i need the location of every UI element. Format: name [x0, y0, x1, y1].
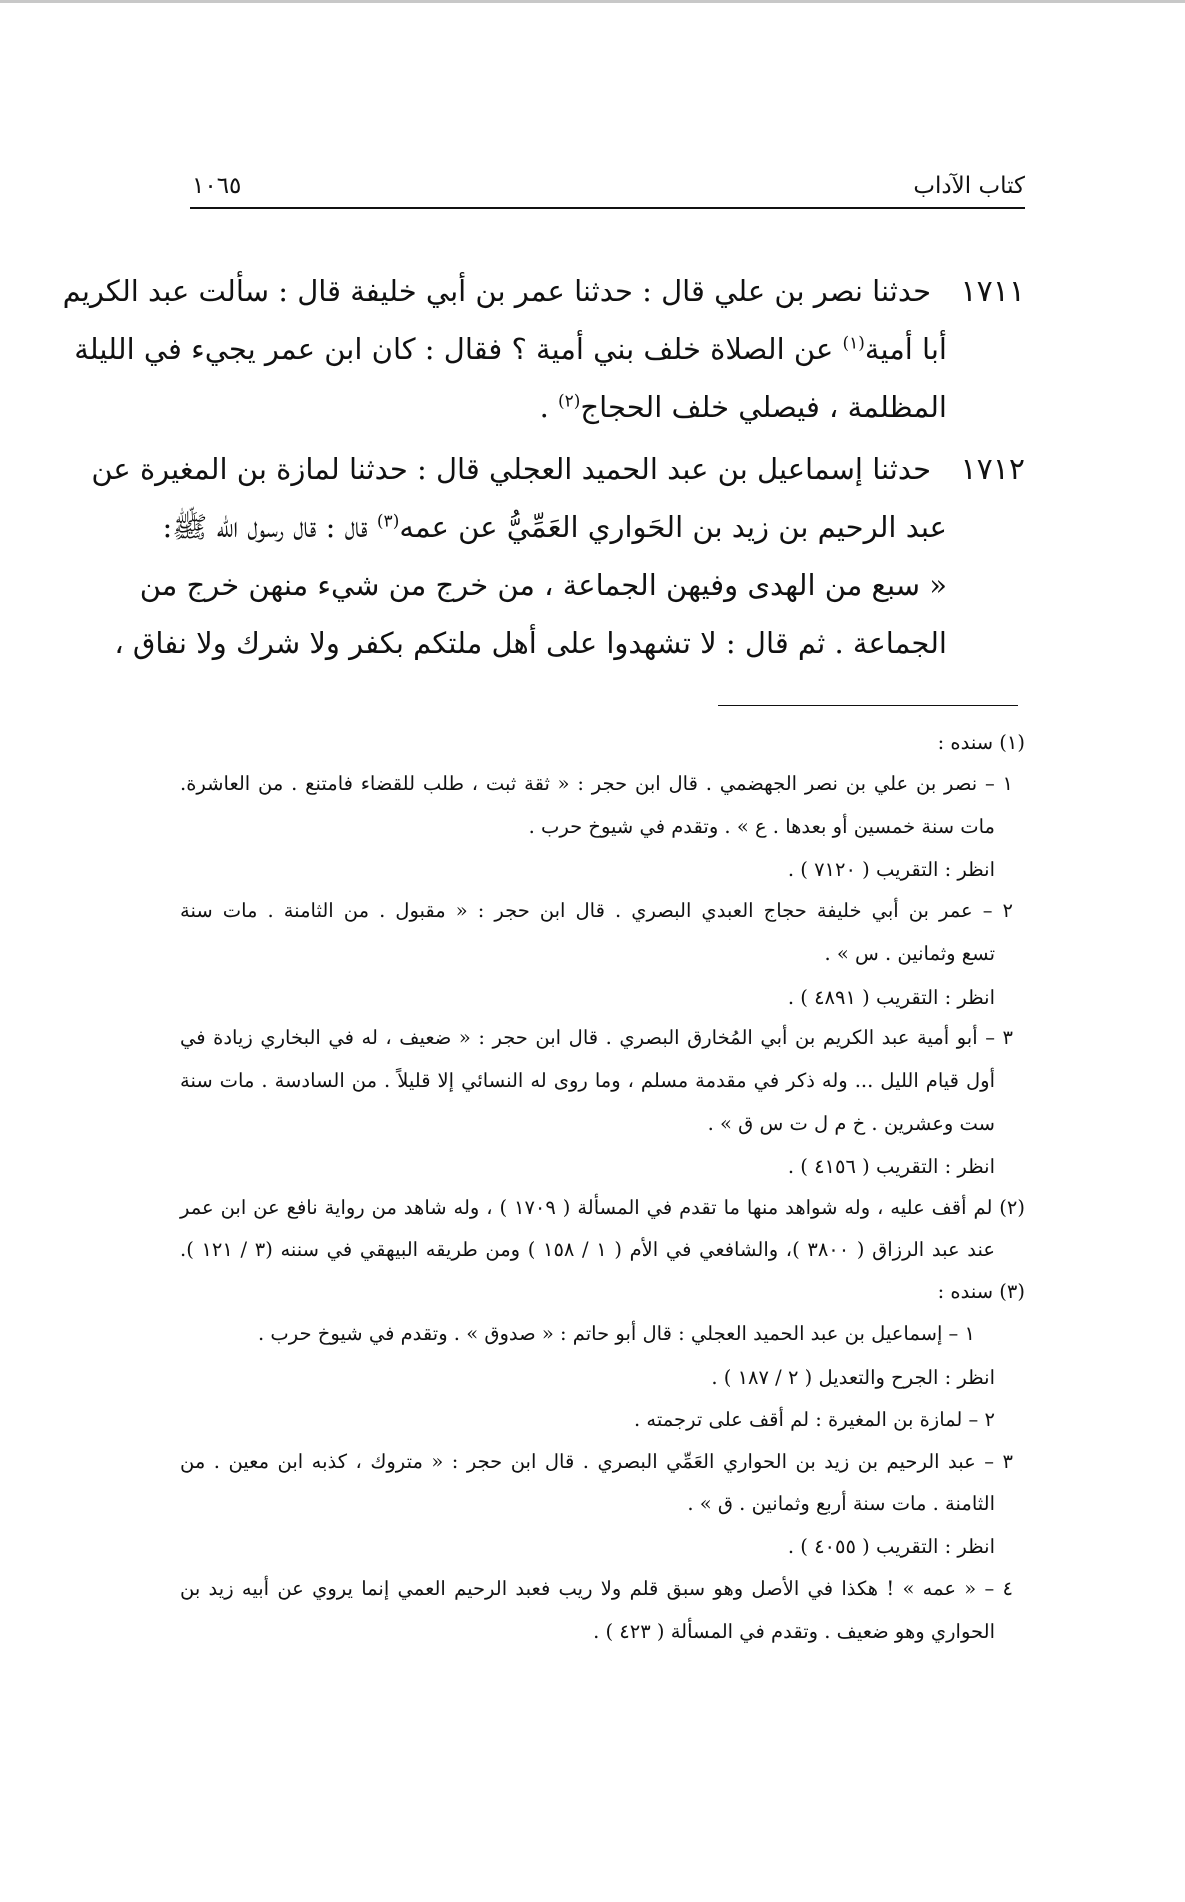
footnote-line: انظر : التقريب ( ٤٠٥٥ ) .	[787, 1535, 995, 1558]
hadith-line: عبد الرحيم بن زيد بن الحَواري العَمِّيُّ عن عمه$^{(٣)}$ قال : قال رسول الله ﷺ:	[162, 510, 947, 544]
footnote-line: انظر : التقريب ( ٤١٥٦ ) .	[787, 1155, 995, 1178]
hadith-1712	[91, 452, 1025, 682]
footnote-line: الحواري وهو ضعيف . وتقدم في المسألة ( ٤٢٣ ) .	[593, 1620, 995, 1643]
running-header	[190, 173, 1025, 207]
footnote-line: عند عبد الرزاق ( ٣٨٠٠ )، والشافعي في الأم ( ١ / ١٥٨ ) ومن طريقه البيهقي في سننه (٣ / ١٢١ ).	[180, 1238, 995, 1261]
hadith-line: حدثنا نصر بن علي قال : حدثنا عمر بن أبي خليفة قال : سألت عبد الكريم	[62, 274, 931, 308]
hadith-number: ١٧١١	[960, 274, 1025, 309]
footnote-heading: (٣) سنده :	[937, 1280, 1025, 1303]
footnote-ref[interactable]: (١)	[842, 333, 865, 354]
footnote-line: تسع وثمانين . س » .	[824, 942, 995, 965]
book-section-title: كتاب الآداب	[913, 173, 1025, 199]
hadith-line: « سبع من الهدى وفيهن الجماعة ، من خرج من شيء منهن خرج من	[139, 568, 947, 602]
footnote-line: انظر : التقريب ( ٤٨٩١ ) .	[787, 986, 995, 1009]
footnote-line: ١ – نصر بن علي بن نصر الجهضمي . قال ابن حجر : « ثقة ثبت ، طلب للقضاء فامتنع . من العاشرة.	[180, 772, 1013, 795]
page-number: ١٠٦٥	[192, 173, 242, 199]
hadith-1711	[62, 274, 1025, 424]
footnote-line: ٣ – أبو أمية عبد الكريم بن أبي المُخارق البصري . قال ابن حجر : « ضعيف ، له في البخاري زيادة في	[180, 1026, 1013, 1049]
footnote-line: ست وعشرين . خ م ل ت س ق » .	[707, 1112, 995, 1135]
footnote-ref[interactable]: (٣)	[376, 511, 400, 532]
footnote-line: ١ – إسماعيل بن عبد الحميد العجلي : قال أبو حاتم : « صدوق » . وتقدم في شيوخ حرب .	[257, 1322, 975, 1345]
header-rule	[190, 207, 1025, 209]
footnote-line: ٣ – عبد الرحيم بن زيد بن الحواري العَمِّي البصري . قال ابن حجر : « متروك ، كذبه ابن معين . من	[180, 1450, 1013, 1473]
footnote-line: انظر : التقريب ( ٧١٢٠ ) .	[787, 858, 995, 881]
hadith-number: ١٧١٢	[960, 452, 1025, 487]
footnote-line: (٢) لم أقف عليه ، وله شواهد منها ما تقدم في المسألة ( ١٧٠٩ ) ، وله شاهد من رواية نافع عن ابن عمر	[180, 1196, 1025, 1219]
footnote-line: ٢ – لمازة بن المغيرة : لم أقف على ترجمته .	[634, 1408, 995, 1431]
hadith-line: حدثنا إسماعيل بن عبد الحميد العجلي قال : حدثنا لمازة بن المغيرة عن	[91, 452, 931, 486]
footnote-ref[interactable]: (٢)	[558, 391, 581, 412]
footnote-line: أول قيام الليل ... وله ذكر في مقدمة مسلم ، وما روى له النسائي إلا قليلاً . من السادسة . مات سنة	[180, 1069, 995, 1092]
hadith-line: المظلمة ، فيصلي خلف الحجاج$^{(٢)}$ .	[539, 390, 947, 424]
footnote-line: مات سنة خمسين أو بعدها . ع » . وتقدم في شيوخ حرب .	[528, 815, 995, 838]
hadith-line: الجماعة . ثم قال : لا تشهدوا على أهل ملتكم بكفر ولا شرك ولا نفاق ،	[114, 626, 947, 660]
footnote-line: ٢ – عمر بن أبي خليفة حجاج العبدي البصري . قال ابن حجر : « مقبول . من الثامنة . مات سنة	[180, 899, 1013, 922]
hadith-line: أبا أمية$^{(١)}$ عن الصلاة خلف بني أمية ؟ فقال : كان ابن عمر يجيء في الليلة	[74, 332, 947, 366]
footnote-line: ٤ – « عمه » ! هكذا في الأصل وهو سبق قلم ولا ريب فعبد الرحيم العمي إنما يروي عن أبيه زيد بن	[180, 1577, 1013, 1600]
footnote-heading: (١) سنده :	[937, 731, 1025, 754]
footnote-line: انظر : الجرح والتعديل ( ٢ / ١٨٧ ) .	[711, 1366, 995, 1389]
footnote-separator	[718, 705, 1018, 706]
footnote-line: الثامنة . مات سنة أربع وثمانين . ق » .	[687, 1492, 995, 1515]
scan-edge	[0, 0, 1185, 3]
